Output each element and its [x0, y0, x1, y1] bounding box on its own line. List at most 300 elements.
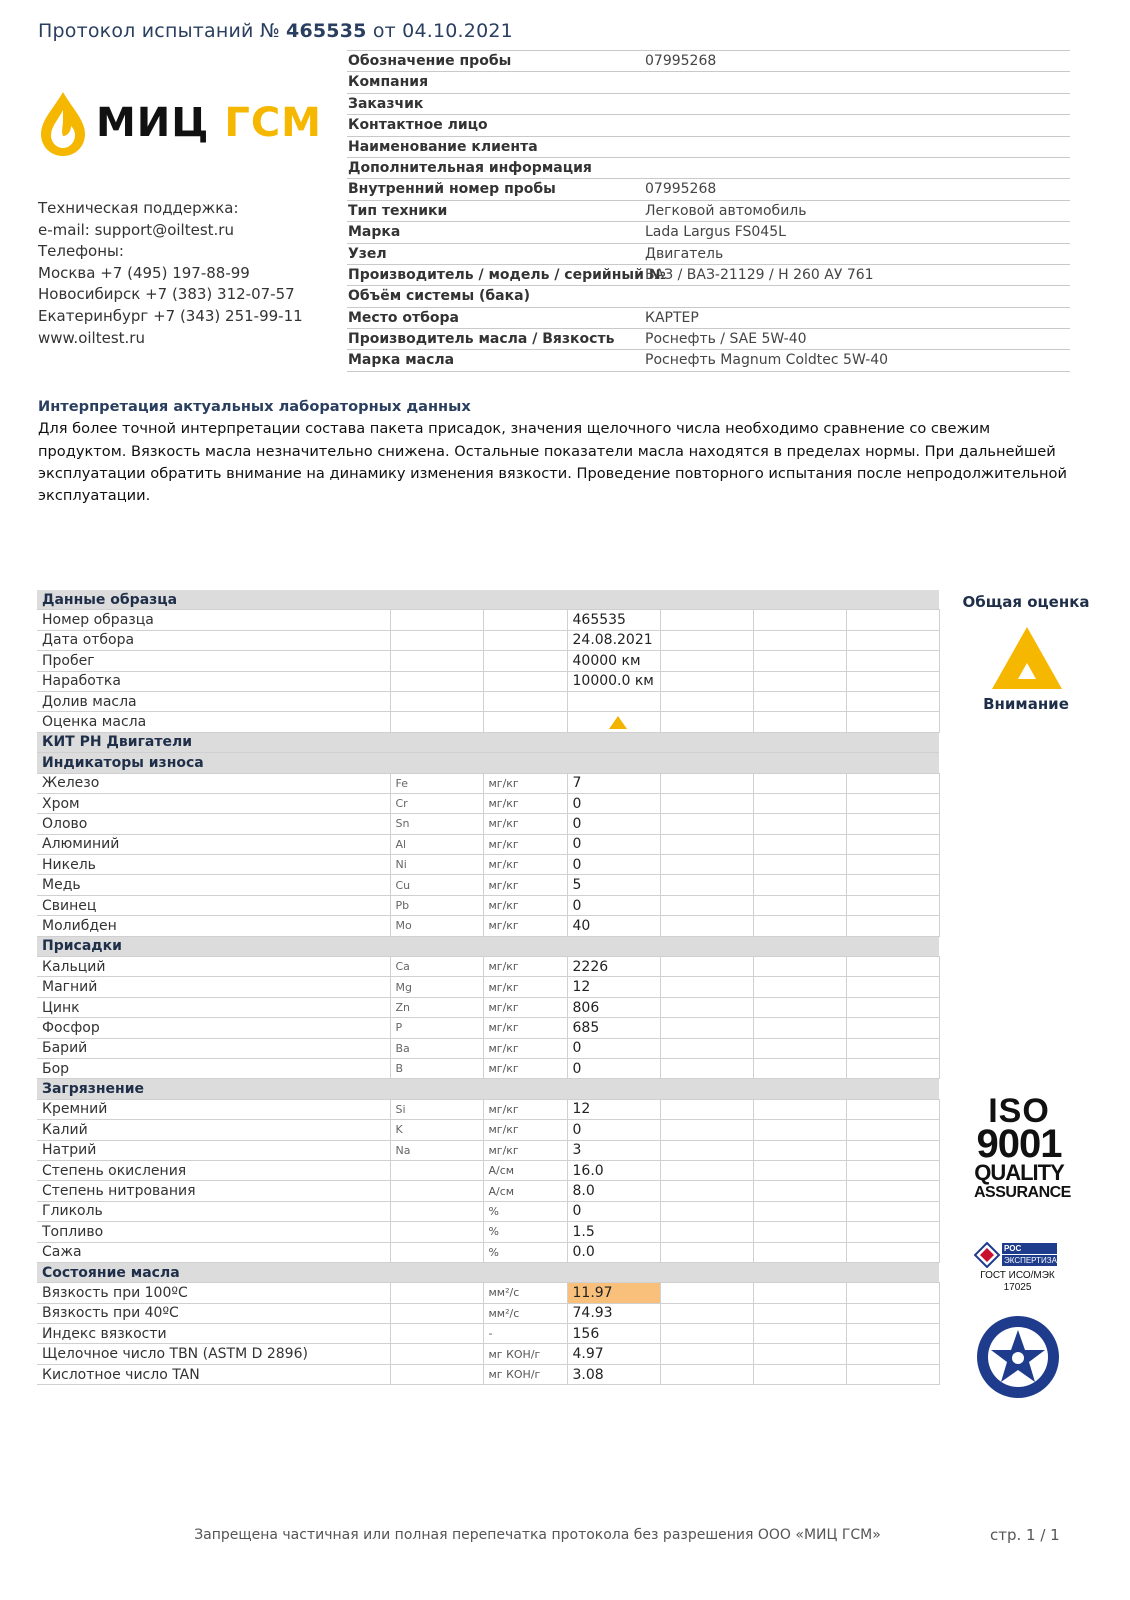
table-row	[37, 1038, 939, 1058]
parameter-name: Степень нитрования	[37, 1181, 390, 1201]
empty-cell	[846, 1324, 939, 1344]
empty-cell	[846, 1242, 939, 1262]
unit-label: мг/кг	[483, 773, 567, 793]
info-row	[347, 94, 1070, 115]
result-value: 40	[567, 916, 660, 936]
overall-assessment-status: Внимание	[983, 695, 1069, 713]
table-row	[37, 875, 939, 895]
table-section-header	[37, 936, 939, 956]
section-label: Присадки	[37, 936, 939, 956]
table-row	[37, 1344, 939, 1364]
empty-cell	[660, 997, 753, 1017]
element-symbol	[390, 1181, 483, 1201]
parameter-name: Кальций	[37, 957, 390, 977]
unit-label: мг/кг	[483, 1058, 567, 1078]
table-row	[37, 1120, 939, 1140]
empty-cell	[660, 834, 753, 854]
empty-cell	[846, 834, 939, 854]
empty-cell	[846, 1140, 939, 1160]
table-row	[37, 855, 939, 875]
element-symbol: Ca	[390, 957, 483, 977]
unit-label	[483, 712, 567, 732]
info-value: Двигатель	[645, 245, 724, 262]
parameter-name: Никель	[37, 855, 390, 875]
footer-disclaimer: Запрещена частичная или полная перепечатка протокола без разрешения ООО «МИЦ ГСМ»	[194, 1527, 881, 1543]
empty-cell	[846, 1099, 939, 1119]
table-row	[37, 610, 939, 630]
empty-cell	[753, 1120, 846, 1140]
result-value: 156	[567, 1324, 660, 1344]
empty-cell	[753, 1018, 846, 1038]
unit-label: мг/кг	[483, 916, 567, 936]
protocol-title	[38, 20, 513, 42]
empty-cell	[753, 916, 846, 936]
ros-badge-top: РОС	[1004, 1244, 1022, 1253]
table-row	[37, 1140, 939, 1160]
info-value: КАРТЕР	[645, 309, 699, 326]
unit-label: %	[483, 1222, 567, 1242]
result-value: 4.97	[567, 1344, 660, 1364]
empty-cell	[846, 712, 939, 732]
unit-label: -	[483, 1324, 567, 1344]
info-row	[347, 308, 1070, 329]
info-row	[347, 179, 1070, 200]
element-symbol	[390, 610, 483, 630]
empty-cell	[660, 1201, 753, 1221]
parameter-name: Пробег	[37, 651, 390, 671]
unit-label	[483, 651, 567, 671]
empty-cell	[660, 1303, 753, 1323]
contacts-phones-label: Телефоны:	[38, 242, 124, 261]
iso-9001-badge	[974, 1092, 1071, 1202]
empty-cell	[846, 1058, 939, 1078]
empty-cell	[753, 1344, 846, 1364]
info-row	[347, 265, 1070, 286]
empty-cell	[753, 1181, 846, 1201]
info-label: Контактное лицо	[348, 117, 488, 134]
parameter-name: Хром	[37, 793, 390, 813]
result-value: 0	[567, 855, 660, 875]
logo-word-mic: МИЦ	[96, 100, 210, 146]
unit-label: A/см	[483, 1181, 567, 1201]
table-section-header	[37, 732, 939, 752]
iso-badge-line3: QUALITY	[974, 1160, 1064, 1185]
result-value: 3.08	[567, 1364, 660, 1384]
empty-cell	[753, 957, 846, 977]
empty-cell	[846, 793, 939, 813]
contacts-support-label: Техническая поддержка:	[38, 199, 239, 217]
empty-cell	[753, 875, 846, 895]
result-value: 0.0	[567, 1242, 660, 1262]
info-label: Дополнительная информация	[348, 159, 592, 176]
info-value: Легковой автомобиль	[645, 202, 807, 219]
interpretation-block	[38, 396, 1078, 507]
parameter-name: Дата отбора	[37, 630, 390, 650]
table-section-header	[37, 1079, 939, 1099]
empty-cell	[660, 671, 753, 691]
empty-cell	[846, 1222, 939, 1242]
result-value: 806	[567, 997, 660, 1017]
empty-cell	[660, 1364, 753, 1384]
empty-cell	[846, 977, 939, 997]
element-symbol	[390, 1222, 483, 1242]
info-label: Место отбора	[348, 309, 459, 326]
info-label: Марка масла	[348, 352, 455, 369]
ros-badge-bottom: ЭКСПЕРТИЗА	[1004, 1256, 1057, 1265]
unit-label	[483, 671, 567, 691]
info-row	[347, 350, 1070, 371]
empty-cell	[660, 1140, 753, 1160]
iso-badge-line2: 9001	[976, 1122, 1062, 1166]
info-row	[347, 286, 1070, 307]
empty-cell	[846, 916, 939, 936]
empty-cell	[753, 1364, 846, 1384]
unit-label: %	[483, 1242, 567, 1262]
result-value: 24.08.2021	[567, 630, 660, 650]
contacts-phone-moscow: Москва +7 (495) 197-88-99	[38, 263, 250, 282]
table-row	[37, 1058, 939, 1078]
element-symbol: Na	[390, 1140, 483, 1160]
result-value: 0	[567, 834, 660, 854]
unit-label: мг/кг	[483, 1120, 567, 1140]
protocol-number: 465535	[286, 20, 367, 42]
empty-cell	[753, 1303, 846, 1323]
info-label: Узел	[348, 245, 387, 262]
table-row	[37, 1283, 939, 1303]
parameter-name: Магний	[37, 977, 390, 997]
contacts-email: e-mail: support@oiltest.ru	[38, 220, 234, 239]
empty-cell	[846, 1364, 939, 1384]
empty-cell	[753, 773, 846, 793]
parameter-name: Долив масла	[37, 691, 390, 711]
unit-label: %	[483, 1201, 567, 1221]
info-value: Роснефть Magnum Coldtec 5W-40	[645, 352, 889, 369]
result-value: 465535	[567, 610, 660, 630]
sample-info-table	[347, 50, 1070, 372]
element-symbol	[390, 1324, 483, 1344]
interpretation-text: Для более точной интерпретации состава пакета присадок, значения щелочного числа необходимо сравнение со свежим продуктом. Вязкость масла незначительно снижена. Остальные показатели масла находятся в пределах нормы. При дальнейшей эксплуатации обратить внимание на динамику изменения вязкости. Проведение повторного испытания после непродолжительной эксплуатации.	[38, 420, 1067, 505]
empty-cell	[846, 957, 939, 977]
unit-label: мг/кг	[483, 1140, 567, 1160]
parameter-name: Вязкость при 100ºС	[37, 1283, 390, 1303]
parameter-name: Кремний	[37, 1099, 390, 1119]
empty-cell	[753, 855, 846, 875]
empty-cell	[753, 671, 846, 691]
element-symbol: Zn	[390, 997, 483, 1017]
result-value	[567, 712, 660, 732]
protocol-date: от 04.10.2021	[372, 20, 513, 42]
section-label: Загрязнение	[37, 1079, 939, 1099]
overall-assessment-title: Общая оценка	[962, 593, 1090, 611]
unit-label: мг/кг	[483, 814, 567, 834]
empty-cell	[846, 895, 939, 915]
page-number: стр. 1 / 1	[990, 1526, 1060, 1544]
empty-cell	[753, 793, 846, 813]
element-symbol: Si	[390, 1099, 483, 1119]
logo-word-gsm: ГСМ	[224, 100, 322, 146]
section-label: КИТ PH Двигатели	[37, 732, 939, 752]
info-row	[347, 244, 1070, 265]
empty-cell	[753, 1038, 846, 1058]
empty-cell	[660, 1324, 753, 1344]
contacts-phone-ekaterinburg: Екатеринбург +7 (343) 251-99-11	[38, 306, 303, 325]
parameter-name: Индекс вязкости	[37, 1324, 390, 1344]
result-value: 3	[567, 1140, 660, 1160]
parameter-name: Калий	[37, 1120, 390, 1140]
info-value: ВАЗ / ВАЗ-21129 / Н 260 АУ 761	[645, 266, 874, 283]
result-value: 0	[567, 793, 660, 813]
table-section-header	[37, 590, 939, 610]
info-value: 07995268	[645, 53, 717, 69]
unit-label: мг/кг	[483, 895, 567, 915]
element-symbol	[390, 1364, 483, 1384]
result-value: 12	[567, 977, 660, 997]
table-row	[37, 1160, 939, 1180]
empty-cell	[753, 1324, 846, 1344]
element-symbol	[390, 1344, 483, 1364]
unit-label: мг/кг	[483, 834, 567, 854]
element-symbol: Cr	[390, 793, 483, 813]
parameter-name: Топливо	[37, 1222, 390, 1242]
element-symbol: Ba	[390, 1038, 483, 1058]
result-value: 8.0	[567, 1181, 660, 1201]
element-symbol	[390, 630, 483, 650]
parameter-name: Гликоль	[37, 1201, 390, 1221]
element-symbol	[390, 1242, 483, 1262]
empty-cell	[753, 1160, 846, 1180]
contacts-website: www.oiltest.ru	[38, 328, 145, 347]
table-row	[37, 773, 939, 793]
unit-label: мг КОН/г	[483, 1364, 567, 1384]
parameter-name: Свинец	[37, 895, 390, 915]
table-row	[37, 1242, 939, 1262]
empty-cell	[660, 712, 753, 732]
section-label: Индикаторы износа	[37, 753, 939, 773]
register-seal-icon	[975, 1314, 1061, 1400]
empty-cell	[753, 610, 846, 630]
empty-cell	[660, 814, 753, 834]
element-symbol	[390, 671, 483, 691]
logo-wordmark	[96, 100, 322, 146]
section-label: Данные образца	[37, 590, 939, 610]
result-value: 12	[567, 1099, 660, 1119]
table-row	[37, 671, 939, 691]
info-label: Обозначение пробы	[348, 53, 512, 69]
info-value: Роснефть / SAE 5W-40	[645, 331, 807, 348]
empty-cell	[660, 1018, 753, 1038]
empty-cell	[846, 1038, 939, 1058]
info-row	[347, 158, 1070, 179]
info-row	[347, 329, 1070, 350]
empty-cell	[753, 1058, 846, 1078]
result-value: 0	[567, 895, 660, 915]
parameter-name: Бор	[37, 1058, 390, 1078]
empty-cell	[753, 712, 846, 732]
info-label: Наименование клиента	[348, 138, 538, 155]
unit-label: A/см	[483, 1160, 567, 1180]
empty-cell	[846, 1283, 939, 1303]
results-table	[37, 590, 940, 1385]
contacts-block	[38, 198, 303, 349]
parameter-name: Алюминий	[37, 834, 390, 854]
result-value: 0	[567, 1120, 660, 1140]
table-row	[37, 1018, 939, 1038]
result-value: 7	[567, 773, 660, 793]
empty-cell	[753, 814, 846, 834]
parameter-name: Фосфор	[37, 1018, 390, 1038]
empty-cell	[846, 651, 939, 671]
info-label: Объём системы (бака)	[348, 288, 530, 305]
element-symbol: Cu	[390, 875, 483, 895]
empty-cell	[753, 1242, 846, 1262]
parameter-name: Вязкость при 40ºС	[37, 1303, 390, 1323]
element-symbol: K	[390, 1120, 483, 1140]
empty-cell	[846, 997, 939, 1017]
parameter-name: Кислотное число TAN	[37, 1364, 390, 1384]
info-row	[347, 50, 1070, 72]
table-row	[37, 1324, 939, 1344]
element-symbol	[390, 712, 483, 732]
unit-label: мг/кг	[483, 793, 567, 813]
table-row	[37, 957, 939, 977]
empty-cell	[753, 1201, 846, 1221]
empty-cell	[660, 1222, 753, 1242]
empty-cell	[846, 1181, 939, 1201]
element-symbol: Pb	[390, 895, 483, 915]
table-row	[37, 1222, 939, 1242]
result-value: 685	[567, 1018, 660, 1038]
empty-cell	[660, 957, 753, 977]
info-label: Внутренний номер пробы	[348, 181, 556, 198]
parameter-name: Железо	[37, 773, 390, 793]
unit-label: мг/кг	[483, 957, 567, 977]
empty-cell	[660, 1099, 753, 1119]
unit-label	[483, 610, 567, 630]
table-row	[37, 1303, 939, 1323]
result-value: 11.97	[567, 1283, 660, 1303]
empty-cell	[846, 1201, 939, 1221]
parameter-name: Молибден	[37, 916, 390, 936]
empty-cell	[660, 1038, 753, 1058]
element-symbol	[390, 1303, 483, 1323]
parameter-name: Цинк	[37, 997, 390, 1017]
empty-cell	[846, 691, 939, 711]
unit-label: мг/кг	[483, 855, 567, 875]
company-logo	[38, 90, 328, 160]
parameter-name: Сажа	[37, 1242, 390, 1262]
result-value: 0	[567, 814, 660, 834]
table-row	[37, 691, 939, 711]
contacts-phone-novosibirsk: Новосибирск +7 (383) 312-07-57	[38, 285, 295, 304]
empty-cell	[660, 793, 753, 813]
empty-cell	[753, 691, 846, 711]
empty-cell	[660, 1160, 753, 1180]
section-label: Состояние масла	[37, 1262, 939, 1282]
oil-drop-logo-icon	[38, 90, 88, 158]
ros-badge-caption: ГОСТ ИСО/МЭК 17025	[980, 1270, 1055, 1293]
empty-cell	[846, 1303, 939, 1323]
result-value: 10000.0 км	[567, 671, 660, 691]
empty-cell	[660, 610, 753, 630]
protocol-title-prefix: Протокол испытаний №	[38, 20, 280, 42]
table-section-header	[37, 1262, 939, 1282]
parameter-name: Степень окисления	[37, 1160, 390, 1180]
result-value: 0	[567, 1058, 660, 1078]
unit-label	[483, 630, 567, 650]
info-row	[347, 137, 1070, 158]
table-row	[37, 834, 939, 854]
table-row	[37, 1181, 939, 1201]
empty-cell	[660, 630, 753, 650]
empty-cell	[846, 875, 939, 895]
element-symbol: P	[390, 1018, 483, 1038]
result-value: 1.5	[567, 1222, 660, 1242]
iso-badge-line1: ISO	[988, 1092, 1050, 1130]
empty-cell	[846, 671, 939, 691]
empty-cell	[753, 895, 846, 915]
empty-cell	[753, 834, 846, 854]
empty-cell	[660, 773, 753, 793]
result-value	[567, 691, 660, 711]
parameter-name: Щелочное число TBN (ASTM D 2896)	[37, 1344, 390, 1364]
unit-label	[483, 691, 567, 711]
info-label: Тип техники	[348, 202, 448, 219]
parameter-name: Олово	[37, 814, 390, 834]
parameter-name: Медь	[37, 875, 390, 895]
empty-cell	[660, 855, 753, 875]
info-label: Производитель масла / Вязкость	[348, 331, 615, 348]
empty-cell	[846, 610, 939, 630]
element-symbol	[390, 1283, 483, 1303]
empty-cell	[846, 630, 939, 650]
element-symbol	[390, 691, 483, 711]
empty-cell	[660, 875, 753, 895]
info-label: Компания	[348, 74, 429, 91]
empty-cell	[846, 1160, 939, 1180]
empty-cell	[660, 1181, 753, 1201]
element-symbol	[390, 651, 483, 671]
empty-cell	[846, 814, 939, 834]
parameter-name: Оценка масла	[37, 712, 390, 732]
empty-cell	[660, 1058, 753, 1078]
unit-label: мг КОН/г	[483, 1344, 567, 1364]
result-value: 0	[567, 1201, 660, 1221]
parameter-name: Номер образца	[37, 610, 390, 630]
info-row	[347, 115, 1070, 136]
empty-cell	[753, 630, 846, 650]
table-row	[37, 712, 939, 732]
info-value: Lada Largus FS045L	[645, 224, 786, 241]
unit-label: мг/кг	[483, 1038, 567, 1058]
empty-cell	[660, 691, 753, 711]
element-symbol: Sn	[390, 814, 483, 834]
warning-icon	[609, 716, 627, 729]
info-row	[347, 201, 1070, 222]
table-row	[37, 793, 939, 813]
empty-cell	[753, 651, 846, 671]
empty-cell	[753, 1140, 846, 1160]
info-label: Производитель / модель / серийный №	[348, 266, 666, 283]
table-row	[37, 977, 939, 997]
result-value: 40000 км	[567, 651, 660, 671]
empty-cell	[846, 855, 939, 875]
info-value: 07995268	[645, 181, 717, 198]
parameter-name: Барий	[37, 1038, 390, 1058]
unit-label: мм²/с	[483, 1283, 567, 1303]
empty-cell	[660, 1242, 753, 1262]
unit-label: мг/кг	[483, 997, 567, 1017]
empty-cell	[753, 997, 846, 1017]
